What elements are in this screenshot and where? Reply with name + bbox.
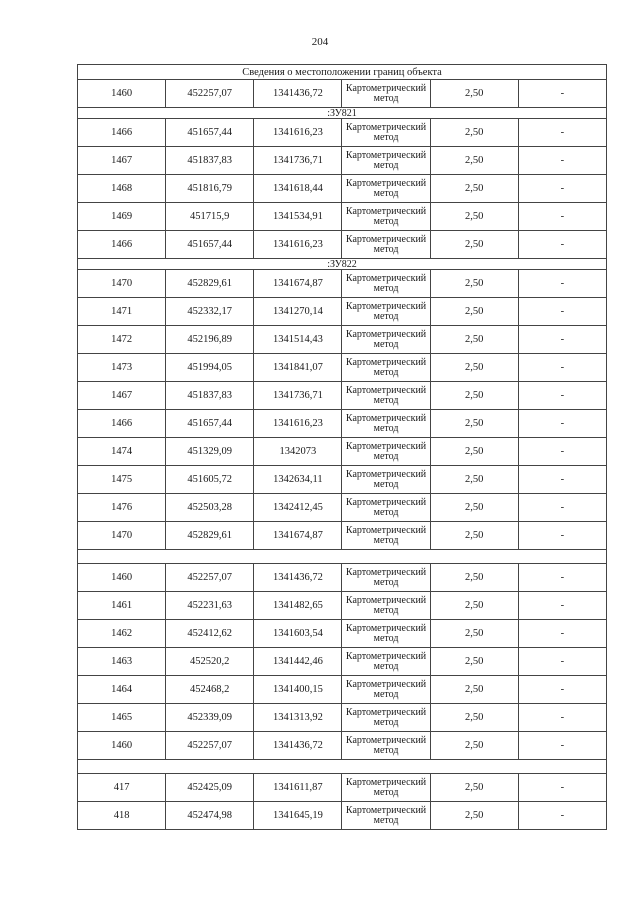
table-header: Сведения о местоположении границ объекта (78, 65, 607, 80)
section-label-row (78, 259, 607, 270)
accuracy-cell: 2,50 (430, 231, 518, 259)
note-cell: - (518, 732, 606, 760)
note-cell: - (518, 648, 606, 676)
x-coordinate-cell: 452829,61 (166, 270, 254, 298)
accuracy-cell: 2,50 (430, 522, 518, 550)
x-coordinate-cell: 451329,09 (166, 438, 254, 466)
x-coordinate-cell: 452231,63 (166, 592, 254, 620)
note-cell: - (518, 231, 606, 259)
x-coordinate-cell: 452257,07 (166, 80, 254, 108)
section-spacer-row (78, 550, 607, 564)
x-coordinate-cell: 452257,07 (166, 732, 254, 760)
table-row (78, 231, 607, 259)
point-number-cell: 1472 (78, 326, 166, 354)
method-cell: Картометрический метод (342, 620, 430, 648)
method-cell: Картометрический метод (342, 522, 430, 550)
method-cell: Картометрический метод (342, 732, 430, 760)
accuracy-cell: 2,50 (430, 648, 518, 676)
point-number-cell: 1463 (78, 648, 166, 676)
table-row (78, 438, 607, 466)
x-coordinate-cell: 451994,05 (166, 354, 254, 382)
point-number-cell: 1466 (78, 119, 166, 147)
table-row (78, 592, 607, 620)
point-number-cell: 1462 (78, 620, 166, 648)
point-number-cell: 1461 (78, 592, 166, 620)
point-number-cell: 1464 (78, 676, 166, 704)
method-cell: Картометрический метод (342, 648, 430, 676)
x-coordinate-cell: 451657,44 (166, 410, 254, 438)
point-number-cell: 1460 (78, 80, 166, 108)
y-coordinate-cell: 1341611,87 (254, 774, 342, 802)
note-cell: - (518, 80, 606, 108)
y-coordinate-cell: 1342634,11 (254, 466, 342, 494)
x-coordinate-cell: 451715,9 (166, 203, 254, 231)
point-number-cell: 1470 (78, 270, 166, 298)
method-cell: Картометрический метод (342, 382, 430, 410)
section-spacer-row (78, 760, 607, 774)
point-number-cell: 1465 (78, 704, 166, 732)
y-coordinate-cell: 1341616,23 (254, 119, 342, 147)
x-coordinate-cell: 452332,17 (166, 298, 254, 326)
point-number-cell: 1476 (78, 494, 166, 522)
method-cell: Картометрический метод (342, 466, 430, 494)
accuracy-cell: 2,50 (430, 438, 518, 466)
x-coordinate-cell: 452503,28 (166, 494, 254, 522)
x-coordinate-cell: 451657,44 (166, 119, 254, 147)
accuracy-cell: 2,50 (430, 203, 518, 231)
accuracy-cell: 2,50 (430, 354, 518, 382)
point-number-cell: 1473 (78, 354, 166, 382)
section-label (78, 760, 607, 774)
x-coordinate-cell: 452412,62 (166, 620, 254, 648)
table-row (78, 802, 607, 830)
x-coordinate-cell: 452520,2 (166, 648, 254, 676)
note-cell: - (518, 382, 606, 410)
note-cell: - (518, 802, 606, 830)
table-header-row (78, 65, 607, 80)
table-row (78, 270, 607, 298)
table-row (78, 326, 607, 354)
note-cell: - (518, 494, 606, 522)
method-cell: Картометрический метод (342, 494, 430, 522)
y-coordinate-cell: 1341436,72 (254, 564, 342, 592)
note-cell: - (518, 354, 606, 382)
table-row (78, 466, 607, 494)
point-number-cell: 1474 (78, 438, 166, 466)
point-number-cell: 1467 (78, 147, 166, 175)
x-coordinate-cell: 452257,07 (166, 564, 254, 592)
table-row (78, 147, 607, 175)
y-coordinate-cell: 1341442,46 (254, 648, 342, 676)
y-coordinate-cell: 1341618,44 (254, 175, 342, 203)
y-coordinate-cell: 1341534,91 (254, 203, 342, 231)
method-cell: Картометрический метод (342, 231, 430, 259)
point-number-cell: 1466 (78, 231, 166, 259)
note-cell: - (518, 410, 606, 438)
note-cell: - (518, 564, 606, 592)
y-coordinate-cell: 1341514,43 (254, 326, 342, 354)
y-coordinate-cell: 1341841,07 (254, 354, 342, 382)
y-coordinate-cell: 1341436,72 (254, 80, 342, 108)
note-cell: - (518, 119, 606, 147)
x-coordinate-cell: 451605,72 (166, 466, 254, 494)
method-cell: Картометрический метод (342, 438, 430, 466)
point-number-cell: 1475 (78, 466, 166, 494)
table-row (78, 732, 607, 760)
y-coordinate-cell: 1342073 (254, 438, 342, 466)
x-coordinate-cell: 451816,79 (166, 175, 254, 203)
note-cell: - (518, 326, 606, 354)
note-cell: - (518, 774, 606, 802)
table-body (78, 65, 607, 830)
x-coordinate-cell: 451837,83 (166, 382, 254, 410)
note-cell: - (518, 270, 606, 298)
method-cell: Картометрический метод (342, 203, 430, 231)
section-label: :ЗУ822 (78, 259, 607, 270)
accuracy-cell: 2,50 (430, 147, 518, 175)
accuracy-cell: 2,50 (430, 592, 518, 620)
y-coordinate-cell: 1341616,23 (254, 231, 342, 259)
y-coordinate-cell: 1341736,71 (254, 147, 342, 175)
table-row (78, 175, 607, 203)
note-cell: - (518, 620, 606, 648)
x-coordinate-cell: 451657,44 (166, 231, 254, 259)
section-label-row (78, 108, 607, 119)
table-row (78, 676, 607, 704)
y-coordinate-cell: 1341313,92 (254, 704, 342, 732)
note-cell: - (518, 298, 606, 326)
method-cell: Картометрический метод (342, 326, 430, 354)
note-cell: - (518, 147, 606, 175)
y-coordinate-cell: 1341270,14 (254, 298, 342, 326)
method-cell: Картометрический метод (342, 80, 430, 108)
point-number-cell: 1468 (78, 175, 166, 203)
y-coordinate-cell: 1341400,15 (254, 676, 342, 704)
accuracy-cell: 2,50 (430, 732, 518, 760)
method-cell: Картометрический метод (342, 592, 430, 620)
table-row (78, 354, 607, 382)
table-row (78, 774, 607, 802)
y-coordinate-cell: 1341674,87 (254, 270, 342, 298)
table-row (78, 704, 607, 732)
method-cell: Картометрический метод (342, 676, 430, 704)
y-coordinate-cell: 1341736,71 (254, 382, 342, 410)
point-number-cell: 418 (78, 802, 166, 830)
accuracy-cell: 2,50 (430, 704, 518, 732)
method-cell: Картометрический метод (342, 298, 430, 326)
table-row (78, 80, 607, 108)
accuracy-cell: 2,50 (430, 298, 518, 326)
x-coordinate-cell: 451837,83 (166, 147, 254, 175)
accuracy-cell: 2,50 (430, 326, 518, 354)
y-coordinate-cell: 1341616,23 (254, 410, 342, 438)
method-cell: Картометрический метод (342, 119, 430, 147)
table-row (78, 564, 607, 592)
accuracy-cell: 2,50 (430, 382, 518, 410)
method-cell: Картометрический метод (342, 175, 430, 203)
accuracy-cell: 2,50 (430, 410, 518, 438)
point-number-cell: 1466 (78, 410, 166, 438)
method-cell: Картометрический метод (342, 774, 430, 802)
note-cell: - (518, 203, 606, 231)
x-coordinate-cell: 452829,61 (166, 522, 254, 550)
method-cell: Картометрический метод (342, 564, 430, 592)
y-coordinate-cell: 1341436,72 (254, 732, 342, 760)
x-coordinate-cell: 452339,09 (166, 704, 254, 732)
method-cell: Картометрический метод (342, 410, 430, 438)
y-coordinate-cell: 1341482,65 (254, 592, 342, 620)
method-cell: Картометрический метод (342, 270, 430, 298)
note-cell: - (518, 466, 606, 494)
method-cell: Картометрический метод (342, 802, 430, 830)
table-row (78, 203, 607, 231)
accuracy-cell: 2,50 (430, 270, 518, 298)
section-label (78, 550, 607, 564)
accuracy-cell: 2,50 (430, 564, 518, 592)
point-number-cell: 1460 (78, 564, 166, 592)
note-cell: - (518, 704, 606, 732)
note-cell: - (518, 438, 606, 466)
method-cell: Картометрический метод (342, 704, 430, 732)
note-cell: - (518, 175, 606, 203)
point-number-cell: 417 (78, 774, 166, 802)
accuracy-cell: 2,50 (430, 119, 518, 147)
accuracy-cell: 2,50 (430, 802, 518, 830)
table-row (78, 522, 607, 550)
table-row (78, 648, 607, 676)
point-number-cell: 1467 (78, 382, 166, 410)
point-number-cell: 1470 (78, 522, 166, 550)
point-number-cell: 1471 (78, 298, 166, 326)
accuracy-cell: 2,50 (430, 676, 518, 704)
table-row (78, 410, 607, 438)
method-cell: Картометрический метод (342, 354, 430, 382)
table-row (78, 382, 607, 410)
boundary-coordinates-table (77, 64, 607, 830)
point-number-cell: 1469 (78, 203, 166, 231)
accuracy-cell: 2,50 (430, 494, 518, 522)
x-coordinate-cell: 452474,98 (166, 802, 254, 830)
page-number: 204 (311, 36, 329, 48)
method-cell: Картометрический метод (342, 147, 430, 175)
table-row (78, 494, 607, 522)
note-cell: - (518, 676, 606, 704)
y-coordinate-cell: 1341645,19 (254, 802, 342, 830)
accuracy-cell: 2,50 (430, 80, 518, 108)
accuracy-cell: 2,50 (430, 774, 518, 802)
x-coordinate-cell: 452196,89 (166, 326, 254, 354)
table-row (78, 298, 607, 326)
section-label: :ЗУ821 (78, 108, 607, 119)
note-cell: - (518, 522, 606, 550)
y-coordinate-cell: 1341674,87 (254, 522, 342, 550)
x-coordinate-cell: 452468,2 (166, 676, 254, 704)
accuracy-cell: 2,50 (430, 175, 518, 203)
table-row (78, 620, 607, 648)
x-coordinate-cell: 452425,09 (166, 774, 254, 802)
note-cell: - (518, 592, 606, 620)
accuracy-cell: 2,50 (430, 466, 518, 494)
y-coordinate-cell: 1341603,54 (254, 620, 342, 648)
table-row (78, 119, 607, 147)
accuracy-cell: 2,50 (430, 620, 518, 648)
point-number-cell: 1460 (78, 732, 166, 760)
y-coordinate-cell: 1342412,45 (254, 494, 342, 522)
